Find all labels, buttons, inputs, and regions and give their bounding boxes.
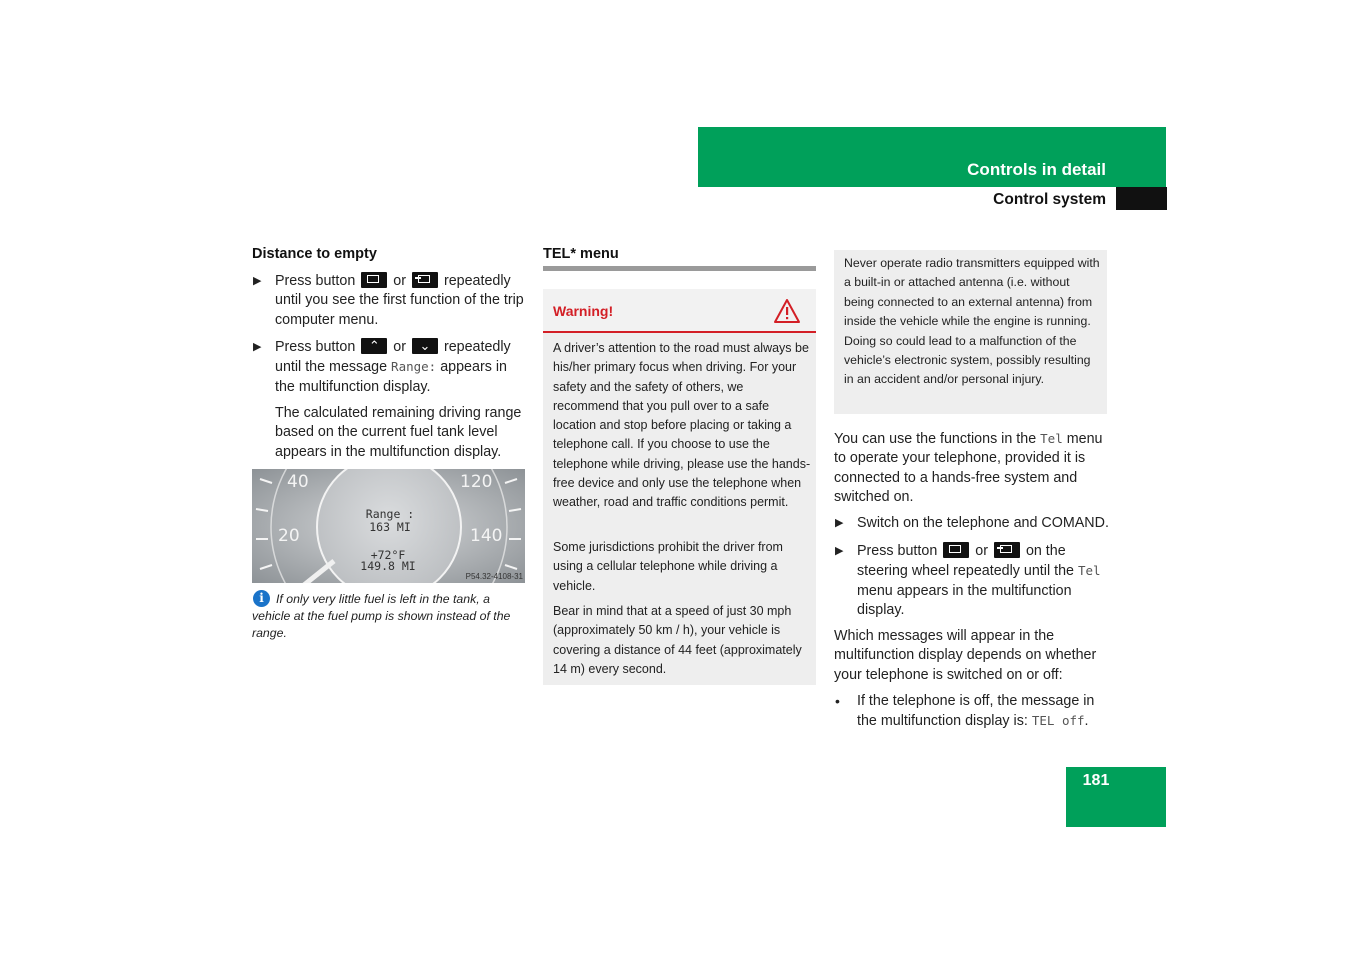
scroll-down-button-icon: ⌄ xyxy=(412,338,438,354)
section-marker xyxy=(1116,187,1167,210)
body-text: menu to operate your telephone, provided it is connected to a hands-free system and switched on. xyxy=(834,431,1103,505)
display-message-code: Range: xyxy=(391,359,437,375)
body-text: You can use the functions in the xyxy=(834,431,1037,447)
tel-intro-paragraph xyxy=(834,429,1109,507)
or-text: or xyxy=(393,273,406,289)
display-line: 163 MI xyxy=(369,520,411,534)
heading-rule xyxy=(543,266,816,271)
chapter-title: Controls in detail xyxy=(967,160,1106,179)
arrow-bullet-icon: ▶ xyxy=(253,341,262,353)
step-press-button xyxy=(835,542,1112,620)
scroll-up-button-icon: ⌃ xyxy=(361,338,387,354)
step-text: on the steering wheel repeatedly until the xyxy=(857,543,1074,580)
display-message-code: Tel xyxy=(1040,431,1063,446)
speed-label: 40 xyxy=(287,472,309,492)
step-text: repeatedly until the message xyxy=(275,339,511,376)
section-title: Control system xyxy=(993,191,1106,208)
menu-prev-button-icon xyxy=(412,272,438,288)
messages-paragraph: Which messages will appear in the multifunction display depends on whether your telephone is switched on or off: xyxy=(834,628,1097,683)
step-text: Press button xyxy=(275,273,356,289)
warning-triangle-icon xyxy=(773,298,801,324)
step-text: menu appears in the multifunction display. xyxy=(857,582,1072,618)
page-number: 181 xyxy=(1082,772,1110,789)
bullet-telephone-off xyxy=(835,692,1112,732)
step-text: Switch on the telephone and COMAND. xyxy=(857,515,1109,531)
image-reference: P54.32-4108-31 xyxy=(465,572,523,581)
step-switch-on xyxy=(835,514,1112,533)
display-line: +72°F xyxy=(370,548,406,562)
instrument-cluster-image xyxy=(252,469,525,583)
arrow-bullet-icon: ▶ xyxy=(253,275,262,287)
menu-prev-button-icon xyxy=(994,542,1020,558)
warning-paragraph: Bear in mind that at a speed of just 30 mph (approximately 50 km / h), your vehicle is covering a distance of 44 feet (approximately 14 m) every second. xyxy=(553,604,802,676)
step-text: repeatedly until you see the first function of the trip computer menu. xyxy=(275,273,524,328)
or-text: or xyxy=(393,339,406,355)
heading-distance-to-empty: Distance to empty xyxy=(252,246,377,262)
heading-tel-menu: TEL* menu xyxy=(543,246,619,262)
arrow-bullet-icon: ▶ xyxy=(835,545,844,557)
step-1 xyxy=(253,272,530,330)
range-description: The calculated remaining driving range based on the current fuel tank level appears in the multifunction display. xyxy=(275,405,522,460)
speed-label: 120 xyxy=(460,472,493,492)
step-text: Press button xyxy=(857,543,938,559)
menu-next-button-icon xyxy=(361,272,387,288)
step-text: Press button xyxy=(275,339,356,355)
dot-bullet-icon: • xyxy=(835,693,840,709)
or-text: or xyxy=(975,543,988,559)
step-2 xyxy=(253,338,530,397)
step-text: appears in the multifunction display. xyxy=(275,359,507,395)
warning-title: Warning! xyxy=(553,303,614,319)
info-note: If only very little fuel is left in the tank, a vehicle at the fuel pump is shown instead of the range. xyxy=(252,592,511,640)
display-message-code: Tel xyxy=(1077,563,1101,579)
warning-paragraph: A driver’s attention to the road must always be his/her primary focus when driving. For your safety and the safety of others, we recommend that you pull over to a safe location and stop before placing or taking a telephone call. If you choose to use the telephone while driving, please use the hands-free device and only use the telephone when weather, road and traffic conditions permit. xyxy=(553,341,811,510)
speed-label: 20 xyxy=(278,526,300,546)
body-text: If the telephone is off, the message in the multifunction display is: xyxy=(857,693,1095,730)
speed-label: 140 xyxy=(470,526,503,546)
body-text: . xyxy=(1084,713,1089,730)
caution-text: Never operate radio transmitters equipped with a built-in or attached antenna (i.e. without being connected to an external antenna) from inside the vehicle while the engine is running. Doing so could lead to a malfunction of the vehicle’s electronic system, possibly resulting in an accident and/or personal injury. xyxy=(844,256,1100,387)
display-message-code: TEL off xyxy=(1031,713,1085,729)
warning-paragraph: Some jurisdictions prohibit the driver from using a cellular telephone while driving a vehicle. xyxy=(553,540,783,593)
menu-next-button-icon xyxy=(943,542,969,558)
display-line: Range : xyxy=(365,507,415,521)
display-line: 149.8 MI xyxy=(360,559,416,573)
info-icon: i xyxy=(253,590,270,607)
arrow-bullet-icon: ▶ xyxy=(835,517,844,529)
